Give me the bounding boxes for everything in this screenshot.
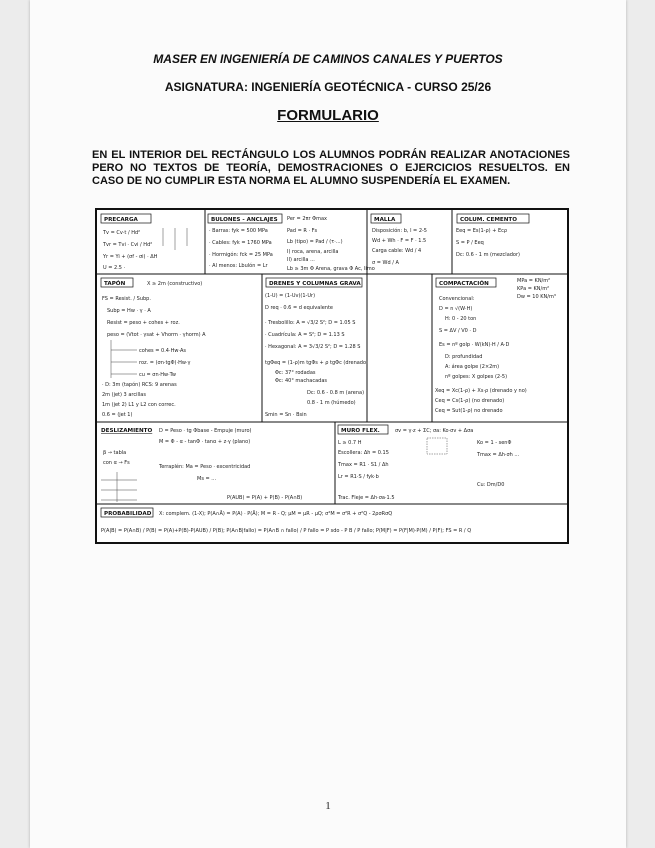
svg-text:Escollera: Δh = 0.15: Escollera: Δh = 0.15: [338, 450, 389, 456]
svg-text:A: área golpe (2×2m): A: área golpe (2×2m): [445, 364, 500, 370]
svg-text:DRENES Y COLUMNAS GRAVA: DRENES Y COLUMNAS GRAVA: [269, 281, 361, 287]
svg-text:(1-U) = (1-Uv)(1-Ur): (1-U) = (1-Uv)(1-Ur): [265, 293, 316, 299]
section-title: PRECARGA: [104, 217, 138, 223]
svg-text:PROBABILIDAD: PROBABILIDAD: [104, 511, 152, 517]
subject-title: ASIGNATURA: INGENIERÍA GEOTÉCNICA - CURSO 25/26: [164, 80, 492, 94]
svg-text:Resist = peso + cohes + roz.: Resist = peso + cohes + roz.: [107, 320, 180, 326]
svg-text:M = Φ - α - tanΦ · tanα + z·γ: M = Φ - α - tanΦ · tanα + z·γ (plano): [159, 439, 251, 445]
svg-text:cu = σn·Hw·Tw: cu = σn·Hw·Tw: [139, 372, 176, 378]
svg-text:nº golpes: X golpes (2-5): nº golpes: X golpes (2-5): [445, 374, 508, 380]
svg-text:· Tresbolillo: A = √3/2 S²; D: · Tresbolillo: A = √3/2 S²; D = 1.05 S: [265, 320, 356, 326]
svg-text:· Cuadrícula: A = S²; D = 1.13: · Cuadrícula: A = S²; D = 1.13 S: [265, 332, 345, 338]
svg-text:Lb (tipo) = Pad / (τ·...): Lb (tipo) = Pad / (τ·...): [287, 239, 343, 245]
svg-text:tgΦeq = (1-ρ)m tgΦs + ρ tgΦc (: tgΦeq = (1-ρ)m tgΦs + ρ tgΦc (drenado): [265, 360, 368, 366]
svg-text:Cu: Dm/D0: Cu: Dm/D0: [477, 482, 505, 488]
svg-text:cohes = 0.4·Hw·As: cohes = 0.4·Hw·As: [139, 348, 187, 354]
svg-text:con α → Fs: con α → Fs: [103, 460, 130, 466]
section-probabilidad: [101, 508, 471, 534]
svg-text:D = Peso · tg Φbase - Empuje (: D = Peso · tg Φbase - Empuje (muro): [159, 428, 252, 434]
svg-text:Ceq = Sut(1-ρ) no drenado: Ceq = Sut(1-ρ) no drenado: [435, 408, 503, 414]
svg-text:0.8 - 1 m (húmedo): 0.8 - 1 m (húmedo): [307, 400, 356, 406]
svg-text:roz. = (σn·tgΦ)·Hw·γ: roz. = (σn·tgΦ)·Hw·γ: [139, 360, 191, 366]
svg-text:0.6 = (jet 1): 0.6 = (jet 1): [102, 412, 133, 418]
svg-text:1m (jet 2) L1 y L2 con correc: 1m (jet 2) L1 y L2 con correc.: [102, 402, 176, 408]
svg-text:Smin = Sn · Bsin: Smin = Sn · Bsin: [265, 412, 307, 418]
svg-text:X ≥ 2m (constructivo): X ≥ 2m (constructivo): [147, 281, 203, 287]
svg-text:P(AUB) = P(A) + P(B) - P(A∩B): P(AUB) = P(A) + P(B) - P(A∩B): [227, 495, 303, 501]
svg-text:BULONES - ANCLAJES: BULONES - ANCLAJES: [211, 217, 278, 223]
svg-text:H: 0 - 20 ton: H: 0 - 20 ton: [445, 316, 477, 322]
svg-text:S = P / Eeq: S = P / Eeq: [456, 240, 484, 246]
document-title: FORMULARIO: [277, 107, 379, 124]
svg-text:Convencional:: Convencional:: [439, 296, 475, 302]
section-tapon: [101, 278, 206, 418]
svg-text:Dc: 0.6 - 1 m (mezclador): Dc: 0.6 - 1 m (mezclador): [456, 252, 521, 258]
svg-text:II) arcilla ...: II) arcilla ...: [287, 257, 315, 263]
svg-text:Tmax = Δh·σh ...: Tmax = Δh·σh ...: [477, 452, 520, 458]
svg-text:KPa = KN/m²: KPa = KN/m²: [517, 286, 550, 292]
svg-text:Tmax = R1 · S1 / Δh: Tmax = R1 · S1 / Δh: [338, 462, 389, 468]
svg-text:· Barras: fyk = 500 MPa: · Barras: fyk = 500 MPa: [209, 228, 268, 234]
exam-notice: EN EL INTERIOR DEL RECTÁNGULO LOS ALUMNOS PODRÁN REALIZAR ANOTACIONES PERO NO TEXTOS DE TEORÍA, DEMOSTRACIONES O EJERCICIOS RESUELTOS. EN CASO DE NO CUMPLIR ESTA NORMA EL ALUMNO SUSPENDERÍA EL EXAMEN.: [92, 149, 570, 187]
svg-text:Pad = R · Fs: Pad = R · Fs: [287, 228, 318, 234]
svg-text:D: profundidad: D: profundidad: [445, 354, 483, 360]
svg-text:Dc: 0.6 - 0.8 m (arena): Dc: 0.6 - 0.8 m (arena): [307, 390, 365, 396]
svg-text:U = 2.5 ·: U = 2.5 ·: [103, 265, 126, 271]
svg-text:Es = nº golp · W(kN)·H / A·D: Es = nº golp · W(kN)·H / A·D: [439, 342, 510, 348]
svg-text:Ms = ...: Ms = ...: [197, 476, 217, 482]
svg-text:COLUM. CEMENTO: COLUM. CEMENTO: [460, 217, 517, 223]
svg-text:· D: 3m (tapón) RCS: 9 arenas: · D: 3m (tapón) RCS: 9 arenas: [102, 382, 177, 388]
formula-sheet-canvas: [97, 210, 567, 542]
svg-text:Ko = 1 - senΦ: Ko = 1 - senΦ: [477, 440, 512, 446]
svg-text:· Al menos: Lbulón = Lr: · Al menos: Lbulón = Lr: [209, 263, 268, 269]
svg-text:· Cables: fyk = 1760 MPa: · Cables: fyk = 1760 MPa: [209, 240, 272, 246]
svg-text:· Hexagonal: A = 3√3/2 S²; D =: · Hexagonal: A = 3√3/2 S²; D = 1.28 S: [265, 344, 361, 350]
svg-text:Disposición: b, l = 2-5: Disposición: b, l = 2-5: [372, 228, 427, 234]
section-deslizamiento: [101, 428, 302, 502]
svg-text:Xeq = Xc(1-ρ) + Xs·ρ (drenado: Xeq = Xc(1-ρ) + Xs·ρ (drenado y no): [435, 388, 527, 394]
svg-text:S = ΔV / V0 · D: S = ΔV / V0 · D: [439, 328, 477, 334]
svg-text:TAPÓN: TAPÓN: [104, 281, 126, 287]
svg-text:D req · 0.6 = d equivalente: D req · 0.6 = d equivalente: [265, 305, 333, 311]
formula-sheet: [95, 208, 569, 544]
svg-text:Eeq = Es(1-ρ) + Ecρ: Eeq = Es(1-ρ) + Ecρ: [456, 228, 508, 234]
section-muro-flex: [337, 425, 520, 501]
svg-text:Φc: 40° machacadas: Φc: 40° machacadas: [275, 378, 327, 384]
svg-text:peso = (Vtot · γsat + Vhorm ·: peso = (Vtot · γsat + Vhorm · γhorm) A: [107, 332, 206, 338]
svg-text:Per = 2πr Φmax: Per = 2πr Φmax: [287, 216, 328, 222]
svg-text:Φc: 37° rodadas: Φc: 37° rodadas: [275, 370, 316, 376]
svg-text:Carga cable: Wd / 4: Carga cable: Wd / 4: [372, 248, 422, 254]
svg-text:I) roca, arena, arcilla: I) roca, arena, arcilla: [287, 249, 339, 255]
svg-text:FS = Resist. / Subp.: FS = Resist. / Subp.: [102, 296, 151, 302]
svg-text:Lb ≥ 3m Φ Arena, grava Φ Ac,: Lb ≥ 3m Φ Arena, grava Φ Ac, limo: [287, 266, 375, 272]
svg-text:Wd + Wh · F = F · 1.5: Wd + Wh · F = F · 1.5: [372, 238, 427, 244]
svg-text:σv = γ·z + ΣC; σa: Ko·σv + Δσa: σv = γ·z + ΣC; σa: Ko·σv + Δσa: [395, 428, 474, 434]
svg-text:Dw = 10 KN/m³: Dw = 10 KN/m³: [517, 294, 556, 300]
svg-text:2m (jet) 3 arcillas: 2m (jet) 3 arcillas: [102, 392, 146, 398]
svg-text:Lr = R1·S / fyk·b: Lr = R1·S / fyk·b: [338, 474, 379, 480]
svg-text:Yr = Yi + (σf - σi) · ΔH: Yr = Yi + (σf - σi) · ΔH: [103, 254, 158, 260]
svg-text:L ≥ 0.7 H: L ≥ 0.7 H: [338, 440, 362, 446]
svg-text:DESLIZAMIENTO: DESLIZAMIENTO: [101, 428, 153, 434]
svg-text:Ceq = Cs(1-ρ) (no drenado): Ceq = Cs(1-ρ) (no drenado): [435, 398, 505, 404]
svg-text:Tvr = Tvi · Cvi / Hd²: Tvr = Tvi · Cvi / Hd²: [103, 242, 153, 248]
svg-text:σ = Wd / A: σ = Wd / A: [372, 260, 399, 266]
document-page: [30, 0, 626, 848]
section-malla: [371, 214, 427, 266]
svg-text:Tv = Cv·t / Hd²: Tv = Cv·t / Hd²: [103, 230, 141, 236]
svg-text:MPa = KN/m²: MPa = KN/m²: [517, 278, 551, 284]
master-title: MASER EN INGENIERÍA DE CAMINOS CANALES Y PUERTOS: [153, 52, 503, 66]
svg-text:MALLA: MALLA: [374, 217, 396, 223]
section-columnas-cemento: [456, 214, 529, 258]
section-compactacion: [435, 278, 556, 414]
svg-text:MURO FLEX.: MURO FLEX.: [341, 428, 380, 434]
section-drenes: [265, 278, 368, 418]
svg-text:D = n √(W·H): D = n √(W·H): [439, 306, 473, 312]
svg-text:COMPACTACIÓN: COMPACTACIÓN: [439, 281, 489, 287]
svg-text:Subp = Hw · γ · A: Subp = Hw · γ · A: [107, 308, 151, 314]
section-precarga: [101, 214, 187, 271]
svg-text:Terraplén: Ma = Peso · excentr: Terraplén: Ma = Peso · excentricidad: [159, 464, 251, 470]
page-number: 1: [325, 800, 331, 812]
section-bulones: [208, 214, 375, 272]
svg-text:β → tabla: β → tabla: [103, 450, 127, 456]
svg-text:X: complem. (1-X); P(A∩Ā) = P(: X: complem. (1-X); P(A∩Ā) = P(A) · P(Ā); M = R - Q; μM = μR - μQ; σ²M = σ²R + σ²Q - 2ρσRσQ: [159, 511, 393, 517]
svg-text:P(A|B) = P(A∩B) / P(B) = P(A)+: P(A|B) = P(A∩B) / P(B) = P(A)+P(B)-P(AUB) / P(B); P(A∩B|fallo) = P(A∩B ∩ fallo) / P fallo = P sdo - P B / P fallo; P(M|F) = P(F|M)·P(M) / P(F); FS = R / Q: [101, 528, 472, 534]
svg-text:Trac. Fleje = Δh·σa·1.5: Trac. Fleje = Δh·σa·1.5: [338, 495, 395, 501]
svg-text:· Hormigón: fck = 25 MPa: · Hormigón: fck = 25 MPa: [209, 252, 273, 258]
